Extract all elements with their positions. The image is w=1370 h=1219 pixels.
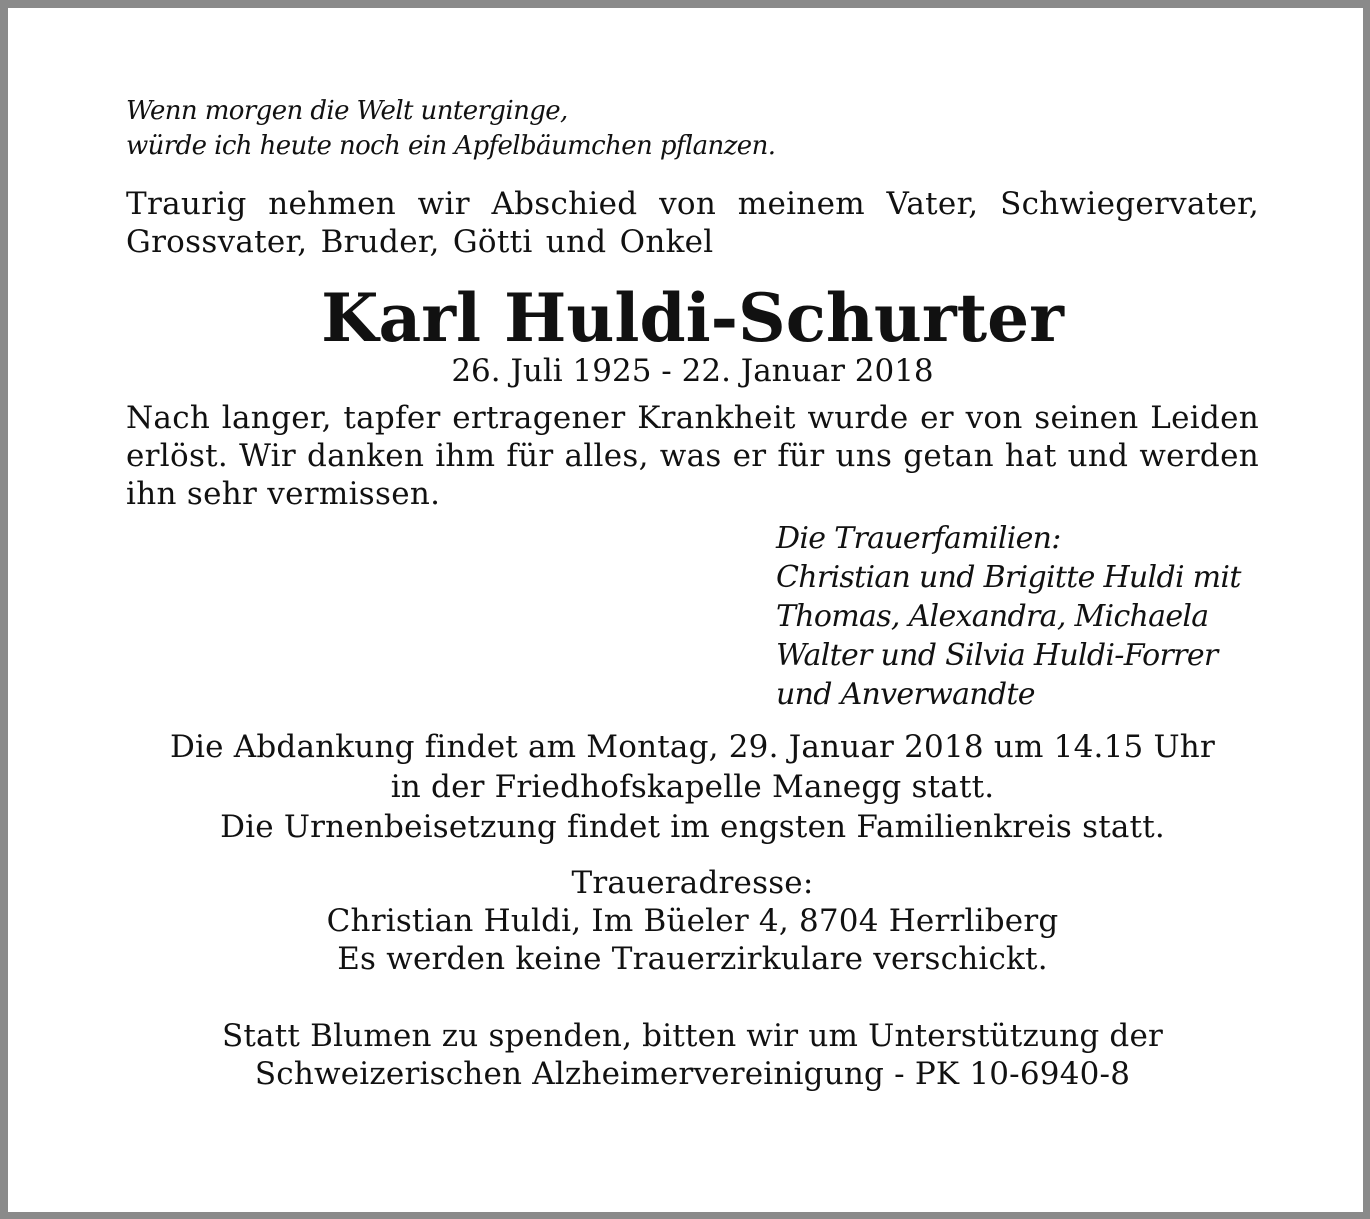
- address-line-2: Es werden keine Trauerzirkulare verschickt.: [337, 941, 1048, 977]
- notice-content: [126, 94, 1259, 1093]
- motto-line-1: Wenn morgen die Welt unterginge,: [126, 96, 568, 126]
- families-line-1: Christian und Brigitte Huldi mit: [776, 560, 1241, 595]
- ceremony-line-1: Die Abdankung findet am Montag, 29. Januar 2018 um 14.15 Uhr: [170, 729, 1215, 765]
- families-line-4: und Anverwandte: [776, 677, 1035, 712]
- motto-line-2: würde ich heute noch ein Apfelbäumchen pflanzen.: [126, 131, 776, 161]
- donation-line-2: Schweizerischen Alzheimervereinigung - PK 10-6940-8: [254, 1056, 1131, 1092]
- life-dates: 26. Juli 1925 - 22. Januar 2018: [451, 353, 934, 389]
- intro-text: Traurig nehmen wir Abschied von meinem Vater, Schwiegervater, Grossvater, Bruder, Götti und Onkel: [126, 186, 1259, 260]
- ceremony-line-3: Die Urnenbeisetzung findet im engsten Familienkreis statt.: [220, 809, 1165, 845]
- ceremony-info: [126, 727, 1259, 847]
- families-heading: Die Trauerfamilien:: [776, 521, 1061, 556]
- ceremony-line-2: in der Friedhofskapelle Manegg statt.: [390, 769, 995, 805]
- address-line-1: Christian Huldi, Im Büeler 4, 8704 Herrliberg: [326, 903, 1059, 939]
- mourning-families: [776, 519, 1259, 714]
- deceased-name: Karl Huldi-Schurter: [321, 279, 1064, 357]
- donation-request: [126, 1017, 1259, 1093]
- address-label: Traueradresse:: [571, 865, 814, 901]
- donation-line-1: Statt Blumen zu spenden, bitten wir um Unterstützung der: [221, 1018, 1164, 1054]
- message-text: Nach langer, tapfer ertragener Krankheit wurde er von seinen Leiden erlöst. Wir danken ihm für alles, was er für uns getan hat und werden ihn sehr vermissen.: [126, 400, 1259, 512]
- families-line-3: Walter und Silvia Huldi-Forrer: [776, 638, 1218, 673]
- motto-quote: [126, 94, 1259, 164]
- families-line-2: Thomas, Alexandra, Michaela: [776, 599, 1209, 634]
- mourning-address: [126, 864, 1259, 978]
